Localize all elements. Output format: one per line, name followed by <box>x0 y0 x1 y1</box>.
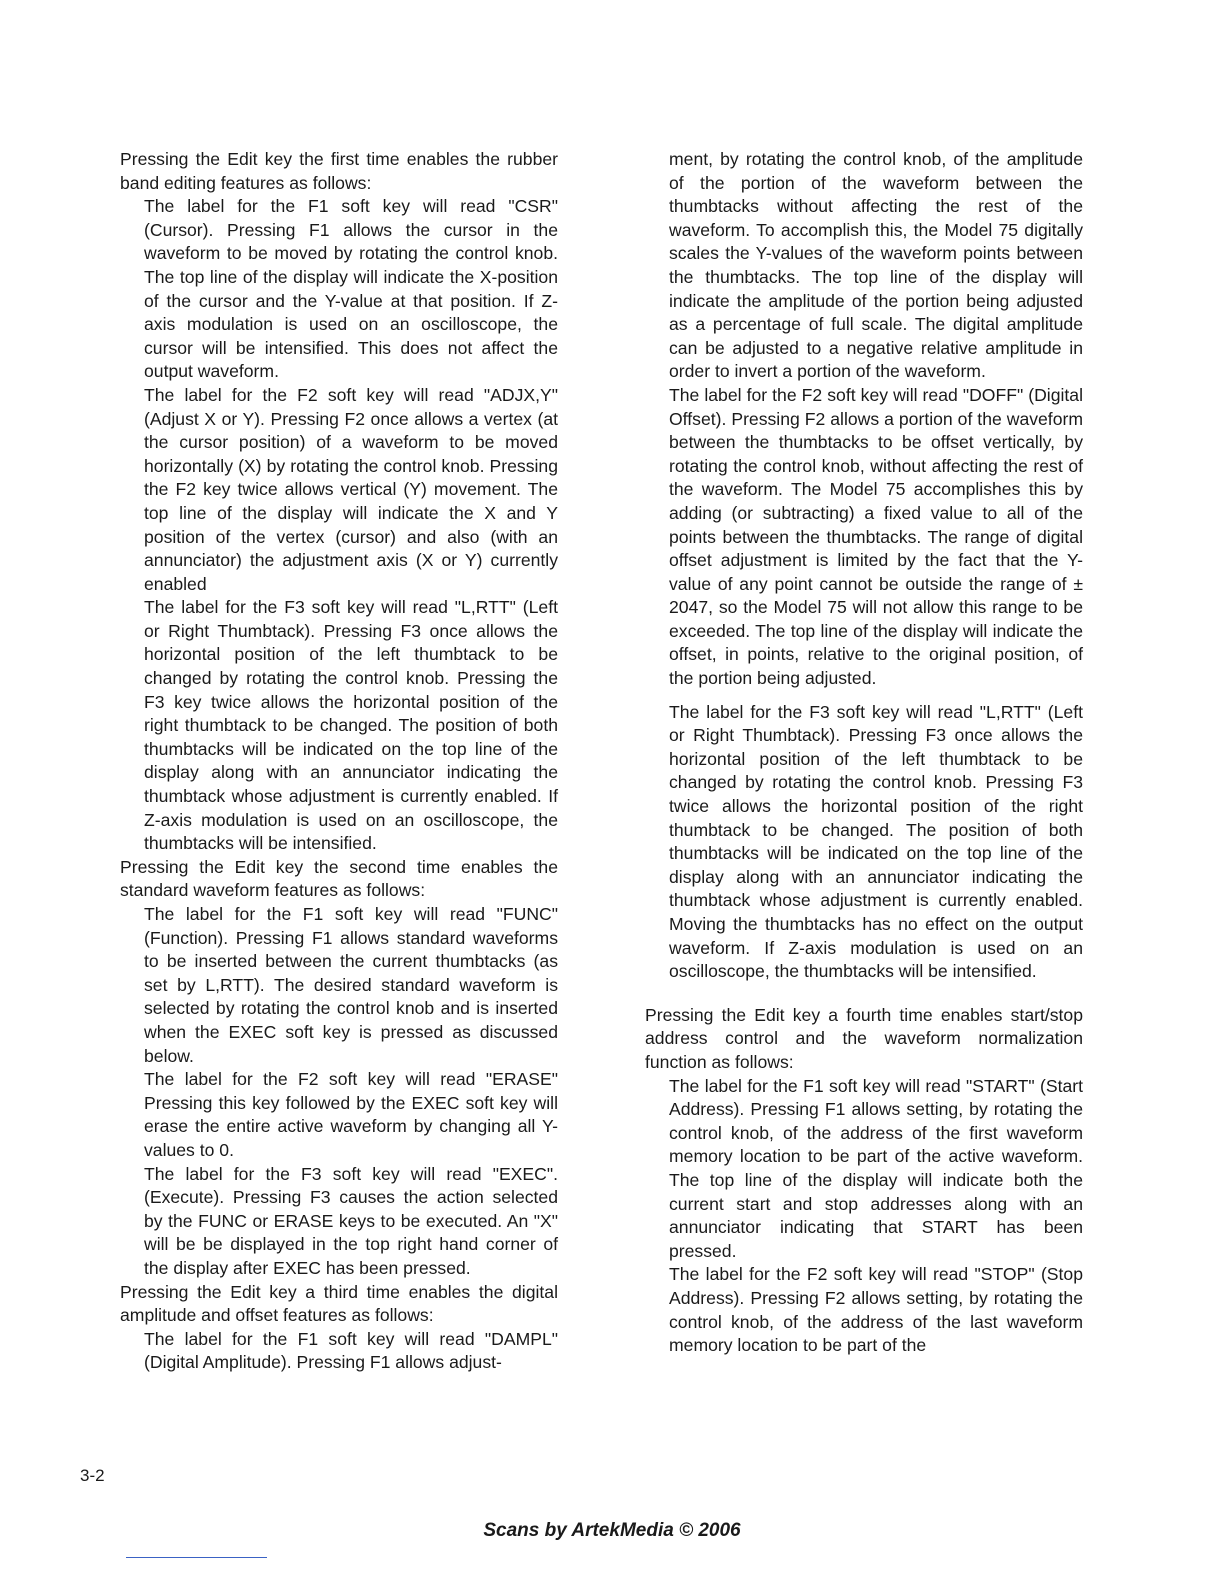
indented-paragraph: The label for the F2 soft key will read "STOP" (Stop Address). Pressing F2 allows setting, by rotating the control knob, of the address of the last waveform memory location to be part of the <box>669 1264 1083 1356</box>
indented-paragraph: The label for the F1 soft key will read "CSR" (Cursor). Pressing F1 allows the cursor in the waveform to be moved by rotating the control knob. The top line of the display will indicate the X-position of the cursor and the Y-value at that position. If Z-axis modulation is used on an oscilloscope, the cursor will be intensified. This does not affect the output waveform. <box>144 196 558 382</box>
indented-paragraph: The label for the F1 soft key will read "FUNC" (Function). Pressing F1 allows standard waveforms to be inserted between the current thumbtacks (as set by L,RTT). The desired standard waveform is selected by rotating the control knob and is inserted when the EXEC soft key is pressed as discussed below. <box>144 904 558 1066</box>
indented-paragraph: The label for the F2 soft key will read "ADJX,Y" (Adjust X or Y). Pressing F2 once allows a vertex (at the cursor position) of a waveform to be moved horizontally (X) by rotating the control knob. Pressing the F2 key twice allows vertical (Y) movement. The top line of the display will indicate the X and Y position of the vertex (cursor) and also (with an annunciator) the adjustment axis (X or Y) currently enabled <box>144 384 558 594</box>
indented-paragraph: The label for the F1 soft key will read "DAMPL" (Digital Amplitude). Pressing F1 allows adjust- <box>144 1328 558 1373</box>
paragraph: Pressing the Edit key the first time enables the rubber band editing features as follows: <box>120 149 558 193</box>
indented-paragraph: The label for the F3 soft key will read "EXEC". (Execute). Pressing F3 causes the action selected by the FUNC or ERASE keys to be executed. An "X" will be be displayed in the top right hand corner of the display after EXEC has been pressed. <box>144 1163 558 1278</box>
right-column <box>645 148 1083 1358</box>
indented-paragraph: The label for the F1 soft key will read "START" (Start Address). Pressing F1 allows setting, by rotating the control knob, of the address of the first waveform memory location to be part of the active waveform. The top line of the display will indicate both the current start and stop addresses along with an annunciator indicating that START has been pressed. <box>669 1075 1083 1261</box>
page-number: 3-2 <box>80 1466 105 1485</box>
paragraph: Pressing the Edit key a third time enables the digital amplitude and offset features as follows: <box>120 1281 558 1326</box>
scan-credit-footer: Scans by ArtekMedia © 2006 <box>483 1520 741 1541</box>
indented-paragraph: The label for the F2 soft key will read "ERASE" Pressing this key followed by the EXEC soft key will erase the entire active waveform by changing all Y-values to 0. <box>144 1069 558 1160</box>
paragraph: Pressing the Edit key a fourth time enables start/stop address control and the waveform normalization function as follows: <box>645 1004 1083 1072</box>
paragraph: Pressing the Edit key the second time enables the standard waveform features as follows: <box>120 856 558 901</box>
indented-paragraph: The label for the F2 soft key will read "DOFF" (Digital Offset). Pressing F2 allows a portion of the waveform between the thumbtacks to be offset vertically, by rotating the control knob, without affecting the rest of the waveform. The Model 75 accomplishes this by adding (or subtracting) a fixed value to all of the points between the thumbtacks. The range of digital offset adjustment is limited by the fact that the Y-value of any point cannot be outside the range of ± 2047, so the Model 75 will not allow this range to be exceeded. The top line of the display will indicate the offset, in points, relative to the original position, of the portion being adjusted. <box>669 384 1083 689</box>
indented-paragraph: The label for the F3 soft key will read "L,RTT" (Left or Right Thumbtack). Pressing F3 once allows the horizontal position of the left thumbtack to be changed by rotating the control knob. Pressing F3 twice allows the horizontal position of the right thumbtack to be changed. The position of both thumbtacks will be indicated on the top line of the display along with an annunciator indicating the thumbtack whose adjustment is currently enabled. Moving the thumbtacks has no effect on the output waveform. If Z-axis modulation is used on an oscilloscope, the thumbtacks will be intensified. <box>669 701 1083 982</box>
footer-rule <box>126 1557 267 1558</box>
indented-paragraph: ment, by rotating the control knob, of the amplitude of the portion of the waveform between the thumbtacks without affecting the rest of the waveform. To accomplish this, the Model 75 digitally scales the Y-values of the waveform points between the thumbtacks. The top line of the display will indicate the amplitude of the portion being adjusted as a percentage of full scale. The digital amplitude can be adjusted to a negative relative amplitude in order to invert a portion of the waveform. <box>669 149 1083 382</box>
indented-paragraph: The label for the F3 soft key will read "L,RTT" (Left or Right Thumbtack). Pressing F3 once allows the horizontal position of the left thumbtack to be changed by rotating the control knob. Pressing the F3 key twice allows the horizontal position of the right thumbtack to be changed. The position of both thumbtacks will be indicated on the top line of the display along with an annunciator indicating the thumbtack whose adjustment is currently enabled. If Z-axis modulation is used on an oscilloscope, the thumbtacks will be intensified. <box>144 597 558 854</box>
left-column <box>120 148 558 1375</box>
